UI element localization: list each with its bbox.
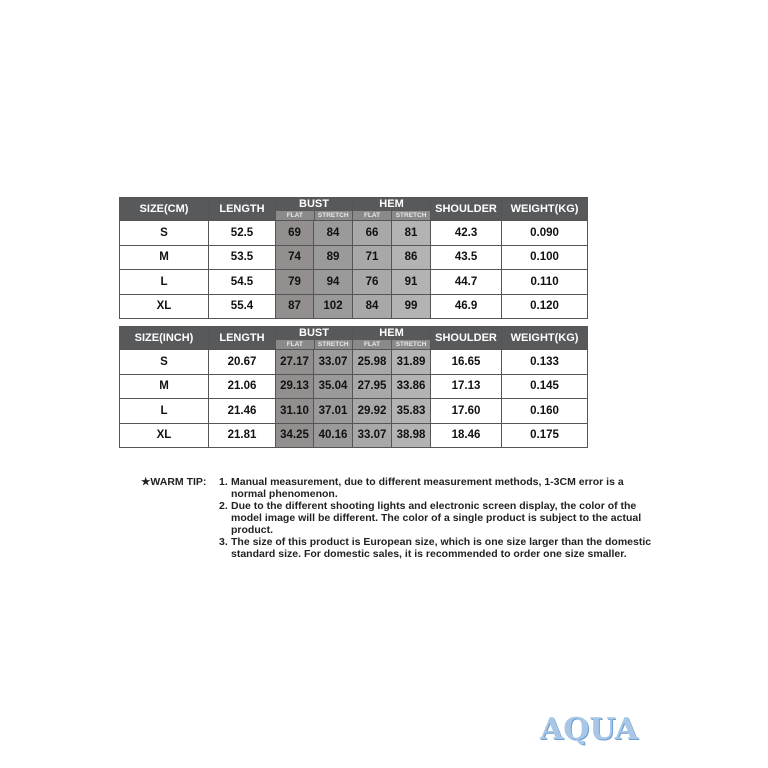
header-shoulder: SHOULDER [431, 327, 502, 350]
header-hem-stretch: STRETCH [391, 210, 430, 220]
cell-length: 53.5 [209, 245, 276, 270]
header-bust-stretch: STRETCH [314, 210, 353, 220]
header-hem-stretch: STRETCH [391, 339, 430, 349]
cell-bust-flat: 79 [276, 270, 314, 295]
cell-shoulder: 18.46 [431, 423, 502, 448]
cell-hem-flat: 66 [353, 221, 392, 246]
cell-length: 52.5 [209, 221, 276, 246]
cell-weight: 0.110 [502, 270, 588, 295]
cell-hem-flat: 84 [353, 294, 392, 319]
cell-hem-stretch: 35.83 [392, 399, 431, 424]
cell-weight: 0.145 [502, 374, 588, 399]
cell-hem-flat: 33.07 [353, 423, 392, 448]
cell-size: XL [120, 423, 209, 448]
cell-bust-flat: 87 [276, 294, 314, 319]
cell-weight: 0.133 [502, 350, 588, 375]
tip-text: Manual measurement, due to different measurement methods, 1-3CM error is a normal phenomenon. [231, 476, 624, 500]
header-bust-stretch: STRETCH [314, 339, 353, 349]
table-row [120, 350, 588, 375]
cell-bust-stretch: 102 [314, 294, 353, 319]
cell-size: M [120, 374, 209, 399]
header-weight: WEIGHT(KG) [502, 327, 588, 350]
header-size: SIZE(CM) [120, 198, 209, 221]
size-table-cm [119, 197, 588, 319]
cell-bust-flat: 34.25 [276, 423, 314, 448]
cell-bust-flat: 74 [276, 245, 314, 270]
header-bust [276, 198, 353, 221]
table-header-row [120, 327, 588, 350]
cell-hem-stretch: 81 [392, 221, 431, 246]
cell-bust-flat: 69 [276, 221, 314, 246]
cell-bust-stretch: 84 [314, 221, 353, 246]
cell-length: 21.46 [209, 399, 276, 424]
cell-shoulder: 17.13 [431, 374, 502, 399]
cell-size: XL [120, 294, 209, 319]
cell-size: S [120, 350, 209, 375]
cell-hem-stretch: 99 [392, 294, 431, 319]
cell-hem-stretch: 31.89 [392, 350, 431, 375]
cell-bust-stretch: 37.01 [314, 399, 353, 424]
cell-length: 55.4 [209, 294, 276, 319]
list-item [219, 476, 659, 500]
size-table-inch [119, 326, 588, 448]
cell-length: 54.5 [209, 270, 276, 295]
list-item [219, 536, 659, 560]
cell-size: L [120, 399, 209, 424]
warm-tip-list [219, 476, 659, 560]
cell-bust-stretch: 94 [314, 270, 353, 295]
cell-bust-stretch: 89 [314, 245, 353, 270]
header-length: LENGTH [209, 198, 276, 221]
tip-number: 1. [219, 476, 228, 488]
cell-length: 21.81 [209, 423, 276, 448]
cell-bust-flat: 31.10 [276, 399, 314, 424]
cell-hem-stretch: 38.98 [392, 423, 431, 448]
table-row [120, 399, 588, 424]
table-row [120, 294, 588, 319]
header-weight: WEIGHT(KG) [502, 198, 588, 221]
cell-bust-stretch: 33.07 [314, 350, 353, 375]
cell-shoulder: 46.9 [431, 294, 502, 319]
cell-shoulder: 44.7 [431, 270, 502, 295]
header-bust-flat: FLAT [276, 339, 314, 349]
list-item [219, 500, 659, 536]
table-row [120, 221, 588, 246]
cell-size: L [120, 270, 209, 295]
table-row [120, 270, 588, 295]
cell-bust-flat: 29.13 [276, 374, 314, 399]
cell-hem-stretch: 86 [392, 245, 431, 270]
header-bust-label: BUST [299, 198, 329, 210]
cell-hem-flat: 25.98 [353, 350, 392, 375]
cell-bust-flat: 27.17 [276, 350, 314, 375]
tip-text: The size of this product is European size, which is one size larger than the domestic standard size. For domestic sales, it is recommended to order one size smaller. [231, 536, 652, 560]
cell-weight: 0.100 [502, 245, 588, 270]
cell-weight: 0.090 [502, 221, 588, 246]
cell-length: 21.06 [209, 374, 276, 399]
tip-text: Due to the different shooting lights and electronic screen display, the color of the model image will be different. The color of a single product is subject to the actual product. [231, 500, 642, 536]
cell-shoulder: 43.5 [431, 245, 502, 270]
table-row [120, 245, 588, 270]
cell-shoulder: 17.60 [431, 399, 502, 424]
cell-shoulder: 16.65 [431, 350, 502, 375]
cell-hem-stretch: 91 [392, 270, 431, 295]
tip-number: 3. [219, 536, 228, 548]
cell-size: M [120, 245, 209, 270]
header-hem [353, 327, 431, 350]
header-size: SIZE(INCH) [120, 327, 209, 350]
header-bust [276, 327, 353, 350]
cell-bust-stretch: 35.04 [314, 374, 353, 399]
cell-weight: 0.120 [502, 294, 588, 319]
cell-weight: 0.160 [502, 399, 588, 424]
header-bust-label: BUST [299, 327, 329, 339]
cell-hem-flat: 27.95 [353, 374, 392, 399]
cell-hem-flat: 71 [353, 245, 392, 270]
warm-tip-label: ★WARM TIP: [141, 476, 207, 488]
table-row [120, 423, 588, 448]
header-hem-flat: FLAT [353, 339, 391, 349]
cell-hem-flat: 29.92 [353, 399, 392, 424]
cell-bust-stretch: 40.16 [314, 423, 353, 448]
tip-number: 2. [219, 500, 228, 512]
cell-hem-flat: 76 [353, 270, 392, 295]
cell-shoulder: 42.3 [431, 221, 502, 246]
table-header-row [120, 198, 588, 221]
cell-hem-stretch: 33.86 [392, 374, 431, 399]
brand-logo: AQUA [540, 712, 638, 747]
cell-weight: 0.175 [502, 423, 588, 448]
header-hem [353, 198, 431, 221]
header-length: LENGTH [209, 327, 276, 350]
header-bust-flat: FLAT [276, 210, 314, 220]
table-row [120, 374, 588, 399]
header-hem-label: HEM [379, 198, 404, 210]
cell-length: 20.67 [209, 350, 276, 375]
header-shoulder: SHOULDER [431, 198, 502, 221]
header-hem-flat: FLAT [353, 210, 391, 220]
header-hem-label: HEM [379, 327, 404, 339]
cell-size: S [120, 221, 209, 246]
